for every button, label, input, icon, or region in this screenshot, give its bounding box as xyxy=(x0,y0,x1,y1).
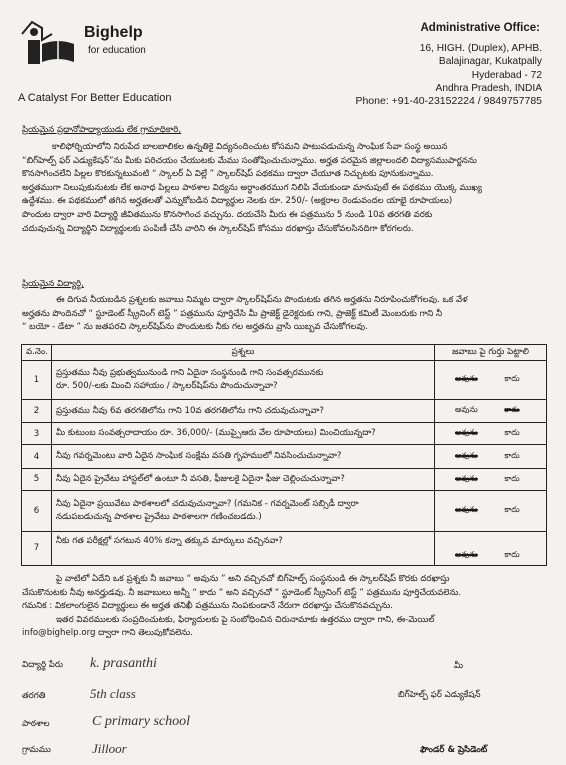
answer-no[interactable]: కాదు xyxy=(504,451,520,460)
tagline: A Catalyst For Better Education xyxy=(18,92,172,104)
paragraph-line: పొందుట ద్వారా వారి విద్యార్థి జీవితమును కొనసాగించ వచ్చును. దయచేసి మీరు ఈ పత్రమును 5 నుండి 10వ తరగతి వరకు xyxy=(22,209,433,220)
footer-note: గమనిక : వికలాంగులైన విద్యార్థులు ఈ అర్హత తనిఖీ పత్రమును నింపకుండానే నేరుగా దరఖాస్తు చేసుకొనవచ్చును. xyxy=(22,601,393,612)
paragraph-line: చదువుచున్న విద్యార్థిని విద్యార్థులకు పంపిణీ చేసి వారిని ఈ స్కాలర్‌షిప్ కోసము దరఖాస్తు చేసుకోవలసినదిగా కోరగలరు. xyxy=(22,223,414,234)
village-field[interactable]: Jilloor xyxy=(92,741,127,756)
row-number: 2 xyxy=(22,399,52,422)
answer-yes[interactable]: అవును xyxy=(455,428,478,438)
row-number: 3 xyxy=(22,423,52,445)
table-row xyxy=(22,531,547,566)
table-row xyxy=(22,399,547,422)
question-text xyxy=(52,361,435,400)
table-header-row xyxy=(22,345,547,361)
answer-no[interactable]: కాదు xyxy=(504,374,520,384)
answer-cell[interactable] xyxy=(435,361,547,400)
salutation-headmaster: ప్రియమైన ప్రధానోపాధ్యాయుడు లేక గ్రామాధికారి, xyxy=(22,125,182,135)
footer-line: ఇతర వివరములకు సంప్రదించుటకు, ఫిర్యాదులకు పై సంబోధించిన చిరునామాకు ఉత్తరము ద్వారా గాని, ఈ-మెయిల్ xyxy=(56,614,435,625)
school-label: పాఠశాల xyxy=(22,719,50,729)
answer-no[interactable]: కాదు xyxy=(504,405,520,415)
letter-paragraph-2 xyxy=(22,294,548,335)
question-line: ప్రస్తుతము నీవు 6వ తరగతిలోను గాని 10వ తరగతిలోను గాని చదువుచున్నావా? xyxy=(56,405,324,416)
logo xyxy=(20,18,80,66)
column-header-number: వ.నెం. xyxy=(22,345,52,361)
answer-no[interactable]: కాదు xyxy=(504,505,520,515)
question-line: మీ కుటుంబ సంవత్సరాదాయం రూ. 36,000/- (ముప్పైఆరు వేల రూపాయలు) మించియున్నదా? xyxy=(56,428,376,439)
answer-cell[interactable] xyxy=(435,445,547,468)
footer-line: పై వాటిలో ఏదేని ఒక ప్రశ్నకు నీ జవాబు “ అవును ” అని వచ్చినచో బిగ్‌హెల్ప్ సంస్థనుండి ఈ స్కాలర్‌షిప్ కొరకు దరఖాస్తు xyxy=(56,574,450,584)
question-text xyxy=(52,490,435,531)
office-phone: Phone: +91-40-23152224 / 9849757785 xyxy=(355,95,542,107)
address-line: Hyderabad - 72 xyxy=(471,69,542,81)
salutation-student: ప్రియమైన విద్యార్థి, xyxy=(22,279,84,289)
footer-line: చేసుకొనుటకు నీవు అనర్హుడవు. నీ జవాబులు అన్నీ “ కాదు ” అని వచ్చినచో “ స్టూడెంట్ స్క్రీనింగ్ టెస్ట్ ” పత్రమును పూర్తిచేయవలెను. xyxy=(22,587,462,598)
answer-yes[interactable]: అవును xyxy=(455,451,478,460)
paragraph-line: కొనసాగించలేని పిల్లల కొరకున్నటువంటి “ స్కాలర్ ఏ విల్లే ” స్కాలర్‌షిప్ పథకము ద్వారా చేయూత నిచ్చుటకు పూనుకున్నాము. xyxy=(22,169,434,180)
answer-yes[interactable]: అవును xyxy=(455,374,478,384)
answer-no[interactable]: కాదు xyxy=(504,550,520,559)
answer-cell[interactable] xyxy=(435,423,547,445)
answer-yes[interactable]: అవును xyxy=(455,473,478,483)
table-row xyxy=(22,468,547,490)
column-header-questions: ప్రశ్నలు xyxy=(52,345,435,361)
row-number: 1 xyxy=(22,361,52,400)
student-name-field[interactable]: k. prasanthi xyxy=(90,656,157,671)
class-label: తరగతి xyxy=(22,691,46,701)
question-line: నీవు ఏదైన ప్రైవేటు హాస్టల్‌లో ఉంటూ నీ వసతి, ఫీజులకై ఏదైనా ఫీజు చెల్లించుచున్నావా? xyxy=(56,474,345,485)
column-header-answer: జవాబు పై గుర్తు పెట్టాలి xyxy=(435,345,547,361)
answer-cell[interactable] xyxy=(435,490,547,531)
question-line: నడుపబడుచున్న పాఠశాల ప్రైవేటు పాఠశాలగా గణించబడదు.) xyxy=(56,511,262,522)
village-label: గ్రామము xyxy=(22,745,51,755)
answer-cell[interactable] xyxy=(435,468,547,490)
answer-yes[interactable]: అవును xyxy=(455,405,478,415)
logo-name: Bighelp xyxy=(84,24,143,41)
address-line: Balajinagar, Kukatpally xyxy=(438,56,542,68)
question-text xyxy=(52,423,435,445)
table-row xyxy=(22,490,547,531)
paragraph-line: అర్హతముగా నిలుపుకునుటకు లేక అనాధ పిల్లలు పాఠశాల విద్యను అర్ధాంతరముగ నిలిపి వేయకుండా మానుపుటే ఈ పథకము యొక్క ముఖ్య xyxy=(22,182,482,193)
paragraph-line: ఈ దిగువ నీయబడిన ప్రశ్నలకు జవాబు నిమ్మట ద్వారా స్కాలర్‌షిప్‌ను పొందుటకు తగిన అర్హతను నిరూపించుకోగలవు. ఒక వేళ xyxy=(56,295,468,305)
signature-greeting: మీ xyxy=(454,661,464,671)
row-number: 5 xyxy=(22,468,52,490)
footer-email-line: info@bighelp.org ద్వారా గాని తెలుపుకోవలెను. xyxy=(22,628,193,639)
logo-book-icon xyxy=(20,18,80,66)
class-field[interactable]: 5th class xyxy=(90,686,136,701)
paragraph-line: అర్హతను పొందినచో “ స్టూడెంట్ స్క్రీనింగ్ టెస్ట్ ” పత్రమును పూర్తిచేసి మీ ప్రాజెక్ట్ డైరెక్టరుకు గాని, ప్రాజెక్ట్ కమిటీ మెంబరుకు గాని నీ xyxy=(22,308,443,319)
row-number: 6 xyxy=(22,490,52,531)
letter-paragraph-1 xyxy=(22,141,548,236)
paragraph-line: “ బయో - డేటా ” ను జతపరచి స్కాలర్‌షిప్‌ను పొందుటకు నీకు గల అర్హతను వ్రాసి యిబ్బవ చేసుకోగలవు. xyxy=(22,322,368,333)
signature-title: ఫౌండర్ & ప్రెసిడెంట్ xyxy=(420,745,488,755)
question-text xyxy=(52,468,435,490)
answer-yes[interactable]: అవును xyxy=(455,550,478,559)
table-row xyxy=(22,361,547,400)
paragraph-line: ఉద్దేశము. ఈ పథకములో తగిన అర్హతలతో ఎన్నుకోబడిన విద్యార్థుల నెలకు రూ. 250/- (అక్షరాల రెండువందల యాభై రూపాయలు) xyxy=(22,196,453,207)
office-title: Administrative Office: xyxy=(420,22,540,34)
school-field[interactable]: C primary school xyxy=(92,714,190,729)
row-number: 4 xyxy=(22,445,52,468)
question-text xyxy=(52,399,435,422)
table-row xyxy=(22,423,547,445)
answer-cell[interactable] xyxy=(435,531,547,566)
question-line: ప్రస్తుతము నీవు ప్రభుత్వమునుండి గాని ఏదైనా సంస్థనుండి గాని సంవత్సరమునకు xyxy=(56,368,324,379)
answer-cell[interactable] xyxy=(435,399,547,422)
paragraph-line: “బిగ్‌హెల్ప్ ఫర్ ఎడ్యుకేషన్”ను మీకు పరిచయం చేయుటకు మేము సంతోషించుచున్నాము. అర్హత పరమైన జిల్లాలందలి విద్యాసముపార్జనను xyxy=(22,155,477,166)
office-address xyxy=(420,42,542,96)
question-line: నీకు గత పరీక్షల్లో సగటున 40% కన్నా తక్కువ మార్కులు వచ్చినవా? xyxy=(56,535,283,546)
answer-no[interactable]: కాదు xyxy=(504,428,520,438)
footer-instructions xyxy=(22,573,548,641)
question-text xyxy=(52,445,435,468)
question-text xyxy=(52,531,435,566)
address-line: 16, HIGH. (Duplex), APHB. xyxy=(419,43,542,54)
eligibility-table xyxy=(21,344,547,566)
answer-yes[interactable]: అవును xyxy=(455,505,478,515)
answer-no[interactable]: కాదు xyxy=(504,473,520,483)
question-line: నీవు గవర్నమెంటు వారి ఏదైన సాంఘిక సంక్షేమ వసతి గృహములో నివసించుచున్నావా? xyxy=(56,451,342,462)
paragraph-line: కాలిఫోర్నియాలోని నిరుపేద బాలబాలికల ఉన్నతికై విద్యనందించుట కోసమని పాటుపడుచున్న సాంఘిక సేవా సంస్థ అయిన xyxy=(52,142,448,152)
question-line: రూ. 500/-లకు మించి సహాయం / స్కాలర్‌షిప్‌ను పొందుచున్నావా? xyxy=(56,380,278,391)
signature-organization: బిగ్‌హెల్ప్ ఫర్ ఎడ్యుకేషన్ xyxy=(398,690,481,700)
logo-subtitle: for education xyxy=(88,45,146,56)
address-line: Andhra Pradesh, INDIA xyxy=(435,83,542,95)
row-number: 7 xyxy=(22,531,52,566)
student-name-label: విద్యార్థి పేరు xyxy=(22,660,63,670)
table-row xyxy=(22,445,547,468)
question-line: నీవు ఏదైనా ప్రయివేటు పాఠశాలలో చదువుచున్నావా? (గమనిక - గవర్నమెంట్ సబ్సిడీ ద్వారా xyxy=(56,499,359,510)
